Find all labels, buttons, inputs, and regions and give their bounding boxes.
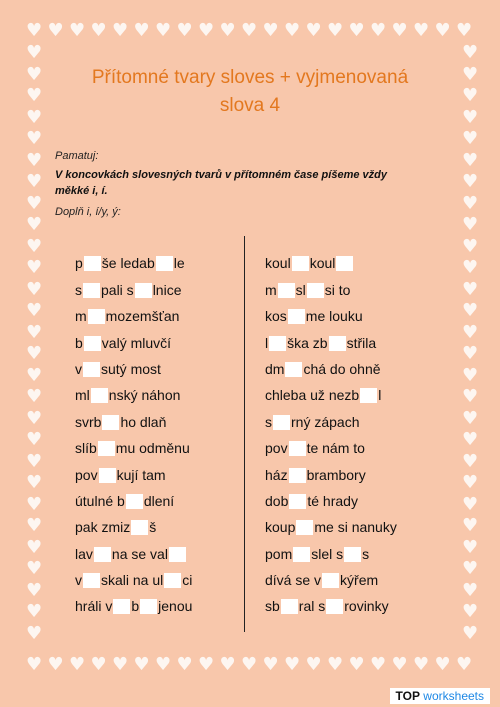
heart-icon: ♥	[26, 20, 43, 41]
exercise-item	[265, 351, 397, 377]
exercise-text: dlení	[143, 492, 175, 509]
exercise-text: slíb	[75, 440, 97, 457]
answer-gap[interactable]	[289, 494, 306, 509]
heart-icon: ♥	[26, 321, 43, 343]
exercise-text: l	[378, 387, 382, 404]
exercise-text: ház	[265, 466, 288, 483]
answer-gap[interactable]	[84, 256, 101, 271]
heart-icon: ♥	[26, 300, 43, 321]
page-title-line2: slova 4	[219, 95, 281, 116]
heart-icon: ♥	[26, 343, 43, 364]
answer-gap[interactable]	[83, 362, 100, 377]
heart-icon: ♥	[462, 558, 479, 579]
answer-gap[interactable]	[273, 415, 290, 430]
exercise-text: na se val	[111, 545, 168, 562]
answer-gap[interactable]	[285, 362, 302, 377]
exercise-text: me louku	[305, 308, 363, 325]
heart-icon: ♥	[26, 429, 43, 450]
heart-icon: ♥	[90, 654, 107, 675]
heart-icon: ♥	[462, 42, 479, 63]
heart-icon: ♥	[26, 214, 43, 235]
heart-icon: ♥	[327, 654, 344, 675]
exercise-text: pov	[265, 440, 288, 457]
exercise-item	[265, 403, 397, 429]
exercise-text: sl	[295, 281, 306, 298]
answer-gap[interactable]	[83, 573, 100, 588]
heart-icon: ♥	[348, 20, 365, 41]
heart-icon: ♥	[112, 654, 129, 675]
answer-gap[interactable]	[296, 520, 313, 535]
heart-icon: ♥	[462, 149, 479, 171]
exercise-text: té hrady	[307, 492, 358, 509]
heart-icon: ♥	[462, 386, 479, 407]
heart-icon: ♥	[391, 654, 408, 675]
heart-icon: ♥	[26, 63, 43, 85]
exercise-text: pak zmiz	[75, 519, 131, 536]
heart-icon: ♥	[462, 429, 479, 450]
exercise-text: dívá se v	[265, 572, 322, 589]
heart-icon: ♥	[462, 192, 479, 214]
exercise-item	[265, 535, 397, 561]
heart-icon: ♥	[26, 407, 43, 429]
exercise-item	[265, 298, 397, 324]
heart-icon: ♥	[133, 20, 150, 41]
heart-icon: ♥	[462, 257, 479, 278]
answer-gap[interactable]	[164, 573, 181, 588]
exercise-item	[265, 430, 397, 456]
exercise-text: sutý most	[101, 360, 161, 377]
heart-icon: ♥	[47, 20, 64, 41]
answer-gap[interactable]	[322, 573, 339, 588]
exercise-text: hráli v	[75, 598, 113, 615]
heart-icon: ♥	[47, 654, 64, 675]
heart-icon: ♥	[370, 654, 387, 675]
heart-icon: ♥	[462, 450, 479, 472]
heart-icon: ♥	[413, 654, 430, 675]
exercise-text: nský náhon	[108, 387, 181, 404]
heart-icon: ♥	[462, 128, 479, 149]
heart-icon: ♥	[26, 192, 43, 214]
exercise-text: kýřem	[340, 572, 379, 589]
exercise-text: valý mluvčí	[101, 334, 172, 351]
exercise-item	[265, 245, 397, 271]
answer-gap[interactable]	[99, 468, 116, 483]
heart-icon: ♥	[462, 579, 479, 601]
exercise-text: jenou	[158, 598, 193, 615]
answer-gap[interactable]	[278, 283, 295, 298]
heart-icon: ♥	[26, 364, 43, 386]
heart-icon: ♥	[26, 149, 43, 171]
exercise-text: sb	[265, 598, 280, 615]
exercise-item	[75, 403, 192, 429]
exercise-item	[265, 509, 397, 535]
answer-gap[interactable]	[169, 547, 186, 562]
heart-icon: ♥	[26, 128, 43, 149]
heart-icon: ♥	[26, 386, 43, 407]
heart-icon: ♥	[370, 20, 387, 41]
answer-gap[interactable]	[360, 388, 377, 403]
heart-icon: ♥	[413, 20, 430, 41]
exercise-text: še ledab	[101, 255, 155, 272]
exercise-text: le	[173, 255, 185, 272]
answer-gap[interactable]	[135, 283, 152, 298]
exercise-text: s	[75, 281, 82, 298]
heart-icon: ♥	[133, 654, 150, 675]
exercise-text: dm	[265, 360, 285, 377]
heart-icon: ♥	[462, 235, 479, 257]
answer-gap[interactable]	[326, 599, 343, 614]
exercise-text: koul	[265, 255, 291, 272]
heart-icon: ♥	[176, 20, 193, 41]
answer-gap[interactable]	[288, 309, 305, 324]
exercise-text: v	[75, 360, 82, 377]
exercise-item	[265, 377, 397, 403]
brand-top: TOP	[395, 689, 420, 703]
exercise-text: chá do ohně	[303, 360, 381, 377]
heart-icon: ♥	[155, 654, 172, 675]
page-title: Přítomné tvary sloves + vyjmenovaná	[91, 67, 409, 88]
exercise-text: lav	[75, 545, 93, 562]
answer-gap[interactable]	[98, 441, 115, 456]
instruction: Doplň i, í/y, ý:	[55, 206, 121, 218]
exercise-item	[75, 456, 192, 482]
heart-icon: ♥	[462, 214, 479, 235]
heart-icon: ♥	[327, 20, 344, 41]
note-label: Pamatuj:	[55, 150, 99, 162]
answer-gap[interactable]	[336, 256, 353, 271]
heart-icon: ♥	[462, 85, 479, 106]
heart-icon: ♥	[456, 654, 473, 675]
heart-icon: ♥	[155, 20, 172, 41]
heart-icon: ♥	[462, 407, 479, 429]
exercise-text: pom	[265, 545, 293, 562]
heart-icon: ♥	[241, 20, 258, 41]
heart-icon: ♥	[462, 321, 479, 343]
exercise-text: rovinky	[344, 598, 389, 615]
answer-gap[interactable]	[292, 256, 309, 271]
exercise-text: mu odměnu	[115, 440, 190, 457]
heart-icon: ♥	[462, 278, 479, 300]
exercise-text: s	[265, 413, 272, 430]
exercise-text: l	[265, 334, 269, 351]
heart-icon: ♥	[26, 171, 43, 192]
exercise-item	[75, 430, 192, 456]
heart-icon: ♥	[462, 300, 479, 321]
heart-icon: ♥	[26, 515, 43, 536]
answer-gap[interactable]	[293, 547, 310, 562]
heart-icon: ♥	[462, 343, 479, 364]
heart-icon: ♥	[26, 601, 43, 622]
answer-gap[interactable]	[307, 283, 324, 298]
exercise-text: kují tam	[116, 466, 166, 483]
heart-icon: ♥	[219, 20, 236, 41]
exercise-text: ška zb	[287, 334, 328, 351]
exercise-item	[75, 351, 192, 377]
heart-icon: ♥	[26, 235, 43, 257]
heart-icon: ♥	[198, 20, 215, 41]
heart-icon: ♥	[284, 20, 301, 41]
exercise-item	[75, 245, 192, 271]
answer-gap[interactable]	[329, 336, 346, 351]
answer-gap[interactable]	[94, 547, 111, 562]
exercise-text: koup	[265, 519, 296, 536]
footer-logo	[390, 688, 490, 704]
heart-icon: ♥	[26, 106, 43, 128]
exercise-text: skali na ul	[101, 572, 164, 589]
exercise-item	[265, 483, 397, 509]
heart-icon: ♥	[219, 654, 236, 675]
heart-icon: ♥	[26, 85, 43, 106]
exercise-text: střila	[346, 334, 377, 351]
heart-icon: ♥	[69, 20, 86, 41]
heart-icon: ♥	[26, 450, 43, 472]
heart-icon: ♥	[462, 515, 479, 536]
answer-gap[interactable]	[83, 283, 100, 298]
exercise-text: s	[362, 545, 370, 562]
heart-icon: ♥	[198, 654, 215, 675]
heart-icon: ♥	[26, 654, 43, 675]
heart-icon: ♥	[462, 171, 479, 192]
heart-icon: ♥	[462, 106, 479, 128]
exercise-text: koul	[309, 255, 336, 272]
exercise-item	[75, 588, 192, 614]
exercise-text: ho dlaň	[120, 413, 167, 430]
heart-icon: ♥	[462, 364, 479, 386]
left-column	[75, 245, 192, 614]
heart-icon: ♥	[26, 622, 43, 644]
exercise-item	[265, 588, 397, 614]
answer-gap[interactable]	[84, 336, 101, 351]
exercise-text: v	[75, 572, 82, 589]
exercise-text: svrb	[75, 413, 102, 430]
heart-icon: ♥	[112, 20, 129, 41]
exercise-item	[265, 324, 397, 350]
exercise-text: b	[75, 334, 83, 351]
answer-gap[interactable]	[281, 599, 298, 614]
exercise-item	[265, 562, 397, 588]
exercise-item	[75, 324, 192, 350]
heart-icon: ♥	[456, 20, 473, 41]
exercise-text: brambory	[306, 466, 366, 483]
exercise-text: ml	[75, 387, 90, 404]
heart-icon: ♥	[462, 472, 479, 493]
exercise-text: mozemšťan	[105, 308, 180, 325]
exercise-text: dob	[265, 492, 289, 509]
answer-gap[interactable]	[131, 520, 148, 535]
column-divider	[244, 236, 245, 632]
note-text: V koncovkách slovesných tvarů v přítomném čase píšeme vždy měkké i, í.	[55, 169, 387, 197]
exercise-text: m	[265, 281, 277, 298]
heart-icon: ♥	[26, 472, 43, 493]
heart-icon: ♥	[26, 257, 43, 278]
heart-icon: ♥	[262, 654, 279, 675]
exercise-text: lnice	[152, 281, 182, 298]
answer-gap[interactable]	[126, 494, 143, 509]
exercise-item	[75, 271, 192, 297]
heart-icon: ♥	[434, 654, 451, 675]
exercise-text: ral s	[298, 598, 326, 615]
right-column	[265, 245, 397, 614]
exercise-text: kos	[265, 308, 287, 325]
exercise-item	[265, 456, 397, 482]
exercise-text: m	[75, 308, 87, 325]
answer-gap[interactable]	[289, 441, 306, 456]
heart-icon: ♥	[284, 654, 301, 675]
answer-gap[interactable]	[269, 336, 286, 351]
answer-gap[interactable]	[102, 415, 119, 430]
answer-gap[interactable]	[91, 388, 108, 403]
exercise-item	[75, 562, 192, 588]
answer-gap[interactable]	[289, 468, 306, 483]
exercise-text: te nám to	[306, 440, 365, 457]
answer-gap[interactable]	[344, 547, 361, 562]
heart-icon: ♥	[348, 654, 365, 675]
heart-icon: ♥	[26, 579, 43, 601]
heart-icon: ♥	[26, 536, 43, 558]
heart-icon: ♥	[462, 493, 479, 515]
exercise-text: ci	[182, 572, 193, 589]
exercise-item	[265, 271, 397, 297]
heart-icon: ♥	[434, 20, 451, 41]
exercise-text: b	[131, 598, 140, 615]
heart-icon: ♥	[26, 42, 43, 63]
heart-icon: ♥	[176, 654, 193, 675]
heart-icon: ♥	[462, 63, 479, 85]
exercise-text: rný zápach	[291, 413, 360, 430]
heart-icon: ♥	[305, 654, 322, 675]
exercise-item	[75, 483, 192, 509]
answer-gap[interactable]	[156, 256, 173, 271]
answer-gap[interactable]	[140, 599, 157, 614]
heart-icon: ♥	[26, 278, 43, 300]
exercise-text: pov	[75, 466, 98, 483]
exercise-item	[75, 298, 192, 324]
exercise-text: me si nanuky	[314, 519, 397, 536]
exercise-text: si to	[324, 281, 351, 298]
exercise-text: útulné b	[75, 492, 125, 509]
heart-icon: ♥	[26, 558, 43, 579]
exercise-text: slel s	[311, 545, 344, 562]
exercise-item	[75, 535, 192, 561]
exercise-item	[75, 377, 192, 403]
heart-icon: ♥	[26, 493, 43, 515]
heart-icon: ♥	[262, 20, 279, 41]
heart-icon: ♥	[69, 654, 86, 675]
heart-icon: ♥	[90, 20, 107, 41]
heart-icon: ♥	[462, 536, 479, 558]
answer-gap[interactable]	[88, 309, 105, 324]
exercise-text: chleba už nezb	[265, 387, 360, 404]
heart-icon: ♥	[462, 622, 479, 644]
brand-worksheets: worksheets	[419, 689, 484, 703]
heart-icon: ♥	[391, 20, 408, 41]
exercise-text: š	[149, 519, 157, 536]
heart-icon: ♥	[241, 654, 258, 675]
exercise-text: pali s	[101, 281, 134, 298]
exercise-text: p	[75, 255, 83, 272]
answer-gap[interactable]	[113, 599, 130, 614]
heart-icon: ♥	[462, 601, 479, 622]
exercise-item	[75, 509, 192, 535]
heart-icon: ♥	[305, 20, 322, 41]
